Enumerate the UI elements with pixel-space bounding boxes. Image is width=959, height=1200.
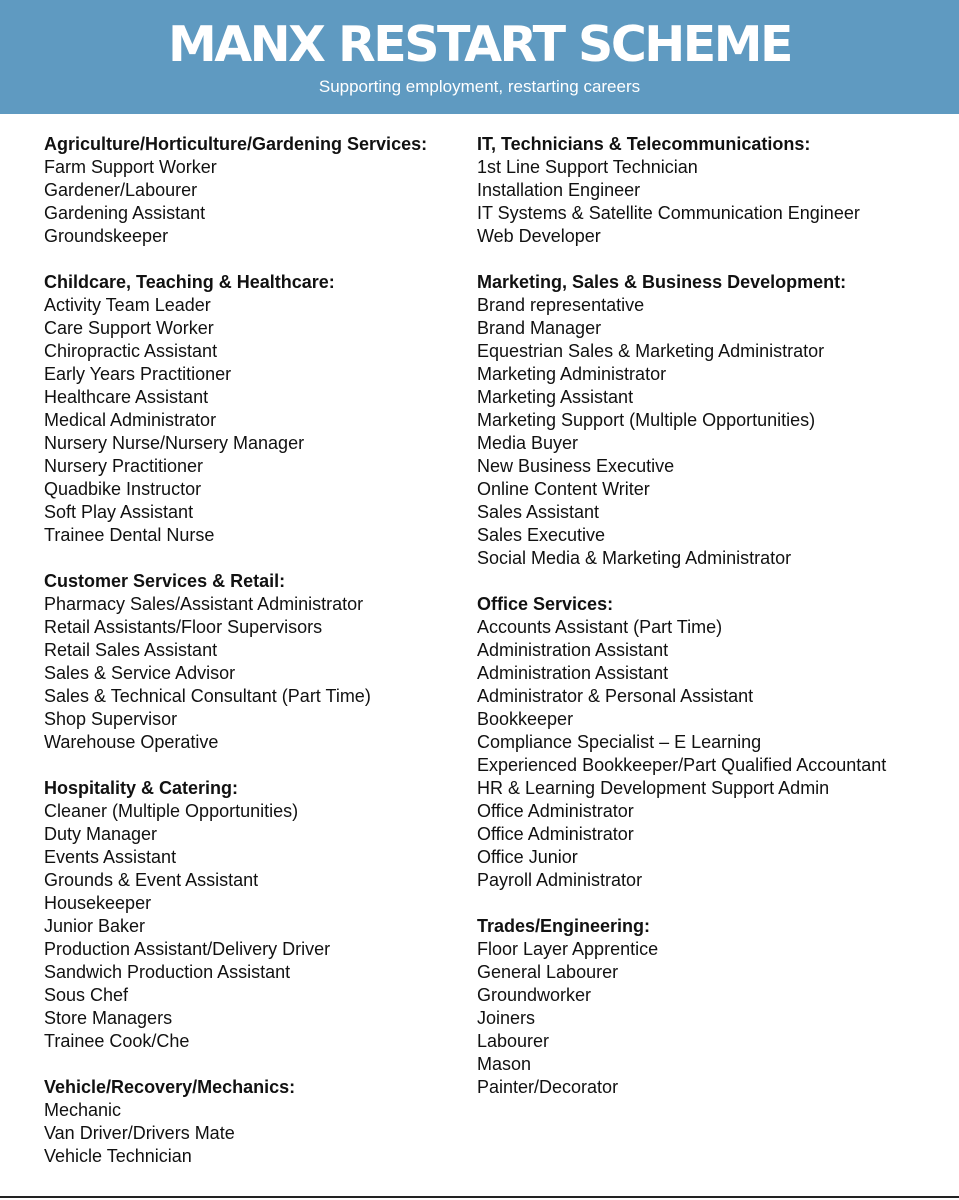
job-title: Farm Support Worker xyxy=(44,157,217,177)
job-title: Care Support Worker xyxy=(44,318,214,338)
job-title: Housekeeper xyxy=(44,893,152,913)
job-title: Retail Assistants/Floor Supervisors xyxy=(44,617,323,637)
page-subtitle: Supporting employment, restarting careers xyxy=(318,77,641,96)
job-title: Sales & Service Advisor xyxy=(44,663,236,683)
job-title: Production Assistant/Delivery Driver xyxy=(44,939,331,959)
right-column xyxy=(477,133,947,1122)
job-title: Mason xyxy=(477,1054,532,1074)
category-heading: Marketing, Sales & Business Development: xyxy=(477,272,847,292)
job-title: Trainee Dental Nurse xyxy=(44,525,215,545)
job-title: Online Content Writer xyxy=(477,479,650,499)
job-title: 1st Line Support Technician xyxy=(477,157,698,177)
job-title: IT Systems & Satellite Communication Engineer xyxy=(477,203,860,223)
job-title: Nursery Nurse/Nursery Manager xyxy=(44,433,305,453)
job-title: Compliance Specialist – E Learning xyxy=(477,732,762,752)
job-title: Grounds & Event Assistant xyxy=(44,870,259,890)
category-heading: Agriculture/Horticulture/Gardening Services: xyxy=(44,134,428,154)
job-title: Administrator & Personal Assistant xyxy=(477,686,754,706)
job-category-agriculture-horticulture-gardening-services xyxy=(44,133,464,248)
job-title: Bookkeeper xyxy=(477,709,574,729)
job-title: Labourer xyxy=(477,1031,550,1051)
job-title: Chiropractic Assistant xyxy=(44,341,218,361)
job-title: Duty Manager xyxy=(44,824,158,844)
job-title: HR & Learning Development Support Admin xyxy=(477,778,830,798)
job-title: Gardener/Labourer xyxy=(44,180,198,200)
job-title: Trainee Cook/Che xyxy=(44,1031,190,1051)
category-heading: Hospitality & Catering: xyxy=(44,778,239,798)
job-category-office-services xyxy=(477,593,947,892)
job-title: Administration Assistant xyxy=(477,640,669,660)
job-title: Events Assistant xyxy=(44,847,177,867)
job-category-marketing-sales-and-business-development xyxy=(477,271,947,570)
job-title: New Business Executive xyxy=(477,456,675,476)
job-category-hospitality-and-catering xyxy=(44,777,464,1053)
job-title: Activity Team Leader xyxy=(44,295,211,315)
left-column xyxy=(44,133,464,1191)
job-title: Joiners xyxy=(477,1008,536,1028)
category-heading: Childcare, Teaching & Healthcare: xyxy=(44,272,335,292)
category-heading: Vehicle/Recovery/Mechanics: xyxy=(44,1077,296,1097)
job-title: Van Driver/Drivers Mate xyxy=(44,1123,235,1143)
job-title: Retail Sales Assistant xyxy=(44,640,218,660)
header-banner xyxy=(0,0,959,114)
job-title: Web Developer xyxy=(477,226,601,246)
job-title: Accounts Assistant (Part Time) xyxy=(477,617,723,637)
job-title: Sales Assistant xyxy=(477,502,600,522)
job-title: Soft Play Assistant xyxy=(44,502,194,522)
job-title: Sales & Technical Consultant (Part Time) xyxy=(44,686,371,706)
job-title: Brand Manager xyxy=(477,318,602,338)
job-title: Junior Baker xyxy=(44,916,146,936)
job-title: Marketing Assistant xyxy=(477,387,634,407)
job-title: Shop Supervisor xyxy=(44,709,178,729)
job-title: Sandwich Production Assistant xyxy=(44,962,291,982)
job-category-trades-engineering xyxy=(477,915,947,1099)
job-title: Office Administrator xyxy=(477,801,634,821)
bottom-divider xyxy=(0,1196,959,1198)
job-title: Painter/Decorator xyxy=(477,1077,619,1097)
job-title: Pharmacy Sales/Assistant Administrator xyxy=(44,594,364,614)
category-heading: Customer Services & Retail: xyxy=(44,571,286,591)
job-title: Floor Layer Apprentice xyxy=(477,939,659,959)
job-title: Social Media & Marketing Administrator xyxy=(477,548,792,568)
job-title: Vehicle Technician xyxy=(44,1146,192,1166)
job-title: Early Years Practitioner xyxy=(44,364,232,384)
category-heading: IT, Technicians & Telecommunications: xyxy=(477,134,811,154)
job-category-vehicle-recovery-mechanics xyxy=(44,1076,464,1168)
job-title: Office Junior xyxy=(477,847,578,867)
category-heading: Office Services: xyxy=(477,594,614,614)
category-heading: Trades/Engineering: xyxy=(477,916,651,936)
job-title: Marketing Support (Multiple Opportunities) xyxy=(477,410,816,430)
job-title: Medical Administrator xyxy=(44,410,217,430)
job-title: Store Managers xyxy=(44,1008,173,1028)
job-title: Gardening Assistant xyxy=(44,203,206,223)
job-title: Payroll Administrator xyxy=(477,870,643,890)
job-title: Mechanic xyxy=(44,1100,122,1120)
job-title: Warehouse Operative xyxy=(44,732,219,752)
job-title: Media Buyer xyxy=(477,433,579,453)
page-title: MANX RESTART SCHEME xyxy=(167,16,792,73)
job-title: General Labourer xyxy=(477,962,619,982)
job-title: Groundworker xyxy=(477,985,592,1005)
job-title: Equestrian Sales & Marketing Administrator xyxy=(477,341,825,361)
job-title: Office Administrator xyxy=(477,824,634,844)
job-category-it-technicians-and-telecommunications xyxy=(477,133,947,248)
job-category-childcare-teaching-and-healthcare xyxy=(44,271,464,547)
job-title: Experienced Bookkeeper/Part Qualified Accountant xyxy=(477,755,887,775)
job-title: Groundskeeper xyxy=(44,226,169,246)
job-title: Marketing Administrator xyxy=(477,364,667,384)
job-title: Administration Assistant xyxy=(477,663,669,683)
job-title: Quadbike Instructor xyxy=(44,479,202,499)
job-title: Sous Chef xyxy=(44,985,129,1005)
job-title: Installation Engineer xyxy=(477,180,641,200)
job-title: Healthcare Assistant xyxy=(44,387,209,407)
job-title: Sales Executive xyxy=(477,525,606,545)
job-title: Brand representative xyxy=(477,295,645,315)
job-category-customer-services-and-retail xyxy=(44,570,464,754)
job-title: Cleaner (Multiple Opportunities) xyxy=(44,801,299,821)
job-title: Nursery Practitioner xyxy=(44,456,204,476)
